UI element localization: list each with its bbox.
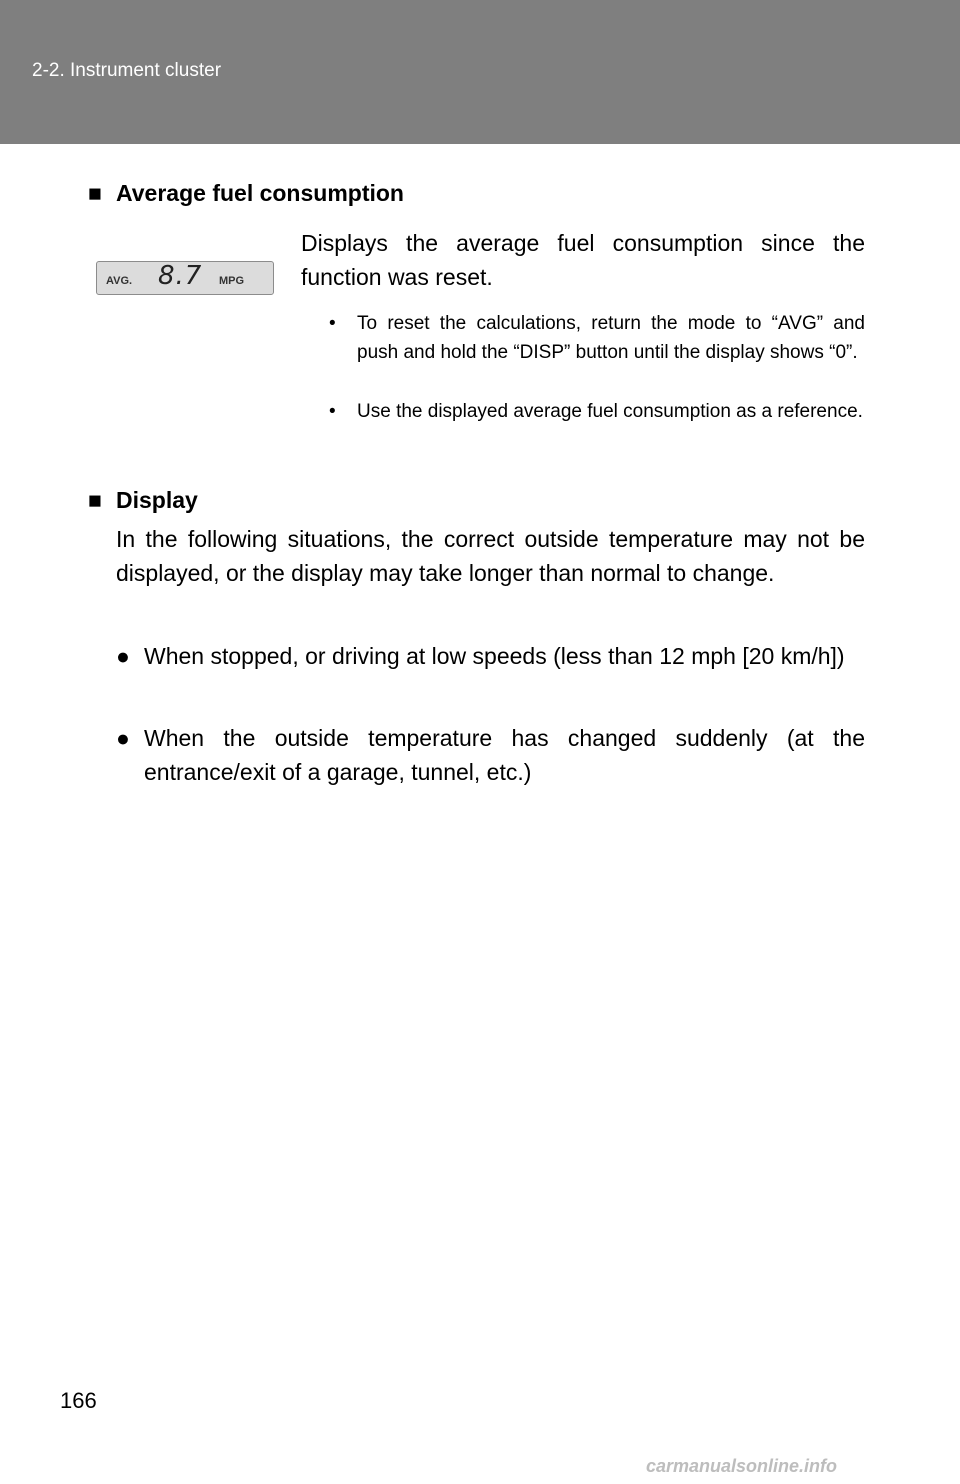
section-heading-display	[88, 487, 198, 514]
lcd-mode-label: AVG.	[106, 275, 133, 287]
display-paragraph: In the following situations, the correct outside temperature may not be displayed, or the display may take longer than normal to change.	[116, 526, 865, 586]
square-bullet-icon: ■	[88, 487, 102, 513]
list-item-text: When stopped, or driving at low speeds (less than 12 mph [20 km/h])	[144, 643, 845, 669]
note-item	[329, 397, 865, 426]
lcd-value: 8.7	[158, 261, 203, 291]
average-intro-text: Displays the average fuel consumption since the function was reset.	[301, 230, 865, 290]
lcd-display-illustration	[96, 261, 274, 295]
section-heading-text: Display	[116, 487, 198, 513]
bullet-icon: •	[329, 401, 336, 422]
header-title: 2-2. Instrument cluster	[32, 60, 222, 81]
note-text: Use the displayed average fuel consumption as a reference.	[357, 401, 863, 422]
bullet-icon: •	[329, 313, 336, 334]
page-header	[0, 0, 960, 144]
list-item-text: When the outside temperature has changed suddenly (at the entrance/exit of a garage, tunnel, etc.)	[144, 725, 865, 785]
square-bullet-icon: ■	[88, 180, 102, 206]
watermark: carmanualsonline.info	[646, 1456, 838, 1476]
lcd-unit-label: MPG	[219, 275, 245, 287]
page-number: 166	[60, 1388, 97, 1413]
note-item	[329, 309, 865, 367]
section-heading-text: Average fuel consumption	[116, 180, 404, 206]
list-item	[116, 639, 865, 673]
circle-bullet-icon: ●	[116, 725, 130, 751]
section-heading-average	[88, 180, 404, 207]
list-item	[116, 721, 865, 789]
note-text: To reset the calculations, return the mode to “AVG” and push and hold the “DISP” button until the display shows “0”.	[357, 313, 865, 363]
circle-bullet-icon: ●	[116, 643, 130, 669]
